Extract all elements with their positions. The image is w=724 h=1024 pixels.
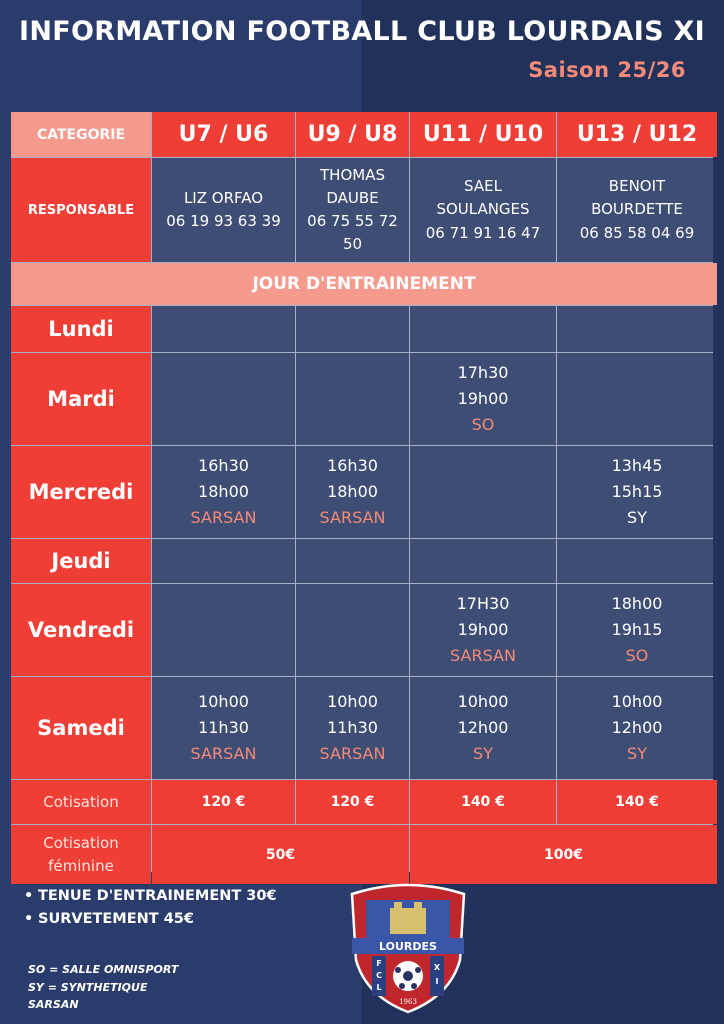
slot-place: SARSAN (190, 507, 257, 527)
training-slot (557, 584, 717, 676)
slot-start: 17h30 (457, 363, 509, 383)
category-header: CATEGORIE (11, 112, 151, 157)
slot-end: 19h15 (611, 620, 663, 640)
slot-start: 17H30 (456, 594, 510, 614)
training-slot (152, 677, 295, 779)
training-slot (410, 584, 556, 676)
slot-place: SARSAN (450, 645, 516, 665)
extras-text: SURVETEMENT 45€ (38, 911, 194, 927)
day-label: Mardi (11, 353, 151, 445)
training-slot (410, 677, 556, 779)
cotisation-feminine-young: 50€ (152, 825, 409, 884)
training-slot (557, 446, 717, 538)
category-u13: U13 / U12 (557, 112, 717, 157)
responsible-name: BENOIT BOURDETTE (591, 177, 683, 219)
slot-empty (152, 353, 295, 445)
slot-end: 11h30 (198, 718, 249, 738)
slot-start: 10h00 (611, 692, 663, 712)
slot-start: 10h00 (457, 692, 509, 712)
legend-item: SO = SALLE OMNISPORT (28, 963, 179, 976)
extras-list (24, 888, 277, 934)
responsible-phone: 06 71 91 16 47 (425, 223, 541, 242)
slot-place: SO (471, 414, 495, 434)
logo-name: LOURDES (379, 940, 437, 953)
responsible-phone: 06 75 55 72 50 (307, 212, 398, 254)
legend-item: SARSAN (28, 998, 79, 1012)
training-days-header: JOUR D'ENTRAINEMENT (11, 263, 717, 305)
club-logo (346, 880, 470, 1014)
responsible-phone: 06 85 58 04 69 (579, 223, 695, 242)
schedule-table (11, 112, 713, 875)
slot-start: 18h00 (611, 594, 663, 614)
cotisation-u13: 140 € (557, 780, 717, 824)
slot-place: SARSAN (319, 507, 386, 527)
training-slot (296, 677, 409, 779)
training-slot (152, 446, 295, 538)
slot-place: SARSAN (319, 743, 386, 763)
category-u7: U7 / U6 (152, 112, 295, 157)
slot-start: 10h00 (327, 692, 378, 712)
slot-start: 10h00 (198, 692, 249, 712)
slot-end: 12h00 (457, 718, 509, 738)
training-slot (410, 353, 556, 445)
training-slot (557, 677, 717, 779)
logo-letter: L (376, 983, 382, 992)
responsible-name: LIZ ORFAO (183, 188, 264, 207)
legend (28, 961, 178, 1014)
slot-empty (410, 539, 556, 583)
responsible-u7 (152, 158, 295, 262)
slot-empty (410, 306, 556, 352)
cotisation-feminine-older: 100€ (410, 825, 717, 884)
legend-item: SY = SYNTHETIQUE (28, 980, 148, 994)
responsible-phone: 06 19 93 63 39 (166, 212, 281, 230)
extras-item: • SURVETEMENT 45€ (24, 911, 194, 927)
responsible-u11 (410, 158, 556, 262)
slot-place: SARSAN (190, 743, 257, 763)
season-label: Saison 25/26 (528, 58, 686, 82)
slot-place: SY (627, 743, 647, 763)
responsible-name: SAEL SOULANGES (436, 177, 530, 219)
extras-item: • TENUE D'ENTRAINEMENT 30€ (24, 888, 277, 904)
category-u9: U9 / U8 (296, 112, 409, 157)
slot-end: 12h00 (611, 718, 663, 738)
category-u11: U11 / U10 (410, 112, 556, 157)
slot-start: 16h30 (198, 456, 249, 476)
logo-letter: I (435, 977, 439, 986)
slot-end: 18h00 (327, 482, 378, 502)
day-label: Vendredi (11, 584, 151, 676)
slot-empty (557, 306, 717, 352)
slot-empty (152, 306, 295, 352)
responsible-u13 (557, 158, 717, 262)
cotisation-u9: 120 € (296, 780, 409, 824)
responsible-u9 (296, 158, 409, 262)
slot-start: 16h30 (327, 456, 378, 476)
slot-empty (296, 539, 409, 583)
day-label: Jeudi (11, 539, 151, 583)
slot-empty (557, 539, 717, 583)
logo-letter: X (433, 963, 441, 972)
slot-end: 15h15 (611, 482, 663, 502)
slot-start: 13h45 (611, 456, 663, 476)
slot-empty (152, 584, 295, 676)
slot-empty (410, 446, 556, 538)
slot-end: 19h00 (457, 620, 509, 640)
logo-letter: C (376, 971, 382, 980)
slot-place: SY (473, 743, 493, 763)
responsible-name: THOMAS DAUBE (320, 165, 385, 207)
slot-empty (557, 353, 717, 445)
logo-year: 1963 (399, 998, 417, 1006)
slot-empty (296, 306, 409, 352)
slot-end: 19h00 (457, 389, 509, 409)
day-label: Mercredi (11, 446, 151, 538)
responsible-header: RESPONSABLE (11, 158, 151, 262)
cotisation-u7: 120 € (152, 780, 295, 824)
slot-empty (296, 584, 409, 676)
cotisation-u11: 140 € (410, 780, 556, 824)
slot-empty (152, 539, 295, 583)
slot-empty (296, 353, 409, 445)
extras-text: TENUE D'ENTRAINEMENT 30€ (38, 888, 277, 904)
cotisation-feminine-label (11, 825, 151, 884)
page-title: INFORMATION FOOTBALL CLUB LOURDAIS XI (19, 16, 705, 47)
slot-end: 11h30 (327, 718, 378, 738)
slot-place: SY (627, 507, 647, 527)
cotisation-feminine-line1: Cotisation (43, 834, 119, 852)
training-slot (296, 446, 409, 538)
day-label: Samedi (11, 677, 151, 779)
cotisation-feminine-line2: féminine (48, 856, 114, 875)
day-label: Lundi (11, 306, 151, 352)
slot-place: SO (625, 645, 649, 665)
logo-letter: F (376, 959, 382, 968)
slot-end: 18h00 (198, 482, 249, 502)
cotisation-label: Cotisation (11, 780, 151, 824)
